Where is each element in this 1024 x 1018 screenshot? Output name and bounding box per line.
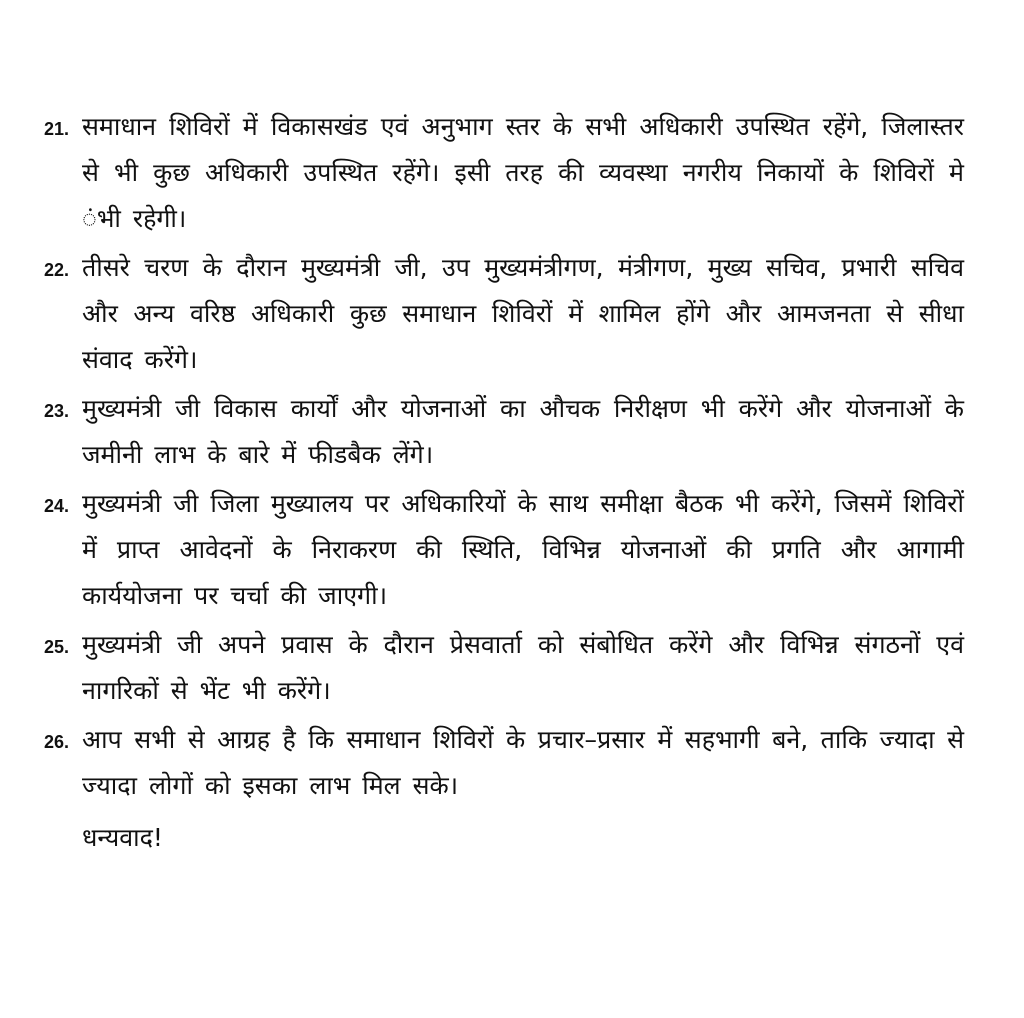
- item-text: समाधान शिविरों में विकासखंड एवं अनुभाग स्तर के सभी अधिकारी उपस्थित रहेंगे, जिलास्तर से भी कुछ अधिकारी उपस्थित रहेंगे। इसी तरह की व्यवस्था नगरीय निकायों के शिविरों मे ंभी रहेगी।: [82, 112, 964, 233]
- list-item-24: [44, 481, 964, 619]
- item-text: मुख्यमंत्री जी अपने प्रवास के दौरान प्रेसवार्ता को संबोधित करेंगे और विभिन्न संगठनों एवं नागरिकों से भेंट भी करेंगे।: [82, 630, 964, 705]
- list-item-26: [44, 717, 964, 809]
- document-body: [44, 104, 964, 861]
- list-item-25: [44, 622, 964, 714]
- item-text: मुख्यमंत्री जी विकास कार्यों और योजनाओं का औचक निरीक्षण भी करेंगे और योजनाओं के जमीनी लाभ के बारे में फीडबैक लेंगे।: [82, 394, 964, 469]
- list-item-23: [44, 386, 964, 478]
- item-number: 22.: [44, 260, 70, 280]
- item-number: 25.: [44, 637, 70, 657]
- item-number: 23.: [44, 401, 70, 421]
- item-text: तीसरे चरण के दौरान मुख्यमंत्री जी, उप मुख्यमंत्रीगण, मंत्रीगण, मुख्य सचिव, प्रभारी सचिव और अन्य वरिष्ठ अधिकारी कुछ समाधान शिविरों में शामिल होंगे और आमजनता से सीधा संवाद करेंगे।: [82, 253, 964, 374]
- item-number: 24.: [44, 496, 70, 516]
- list-item-21: [44, 104, 964, 242]
- item-number: 21.: [44, 119, 70, 139]
- item-number: 26.: [44, 732, 70, 752]
- list-item-22: [44, 245, 964, 383]
- item-text: मुख्यमंत्री जी जिला मुख्यालय पर अधिकारियों के साथ समीक्षा बैठक भी करेंगे, जिसमें शिविरों में प्राप्त आवेदनों के निराकरण की स्थिति, विभिन्न योजनाओं की प्रगति और आगामी कार्ययोजना पर चर्चा की जाएगी।: [82, 489, 964, 610]
- item-text: आप सभी से आग्रह है कि समाधान शिविरों के प्रचार–प्रसार में सहभागी बने, ताकि ज्यादा से ज्यादा लोगों को इसका लाभ मिल सके।: [82, 725, 964, 800]
- closing-thanks: धन्यवाद!: [82, 823, 163, 852]
